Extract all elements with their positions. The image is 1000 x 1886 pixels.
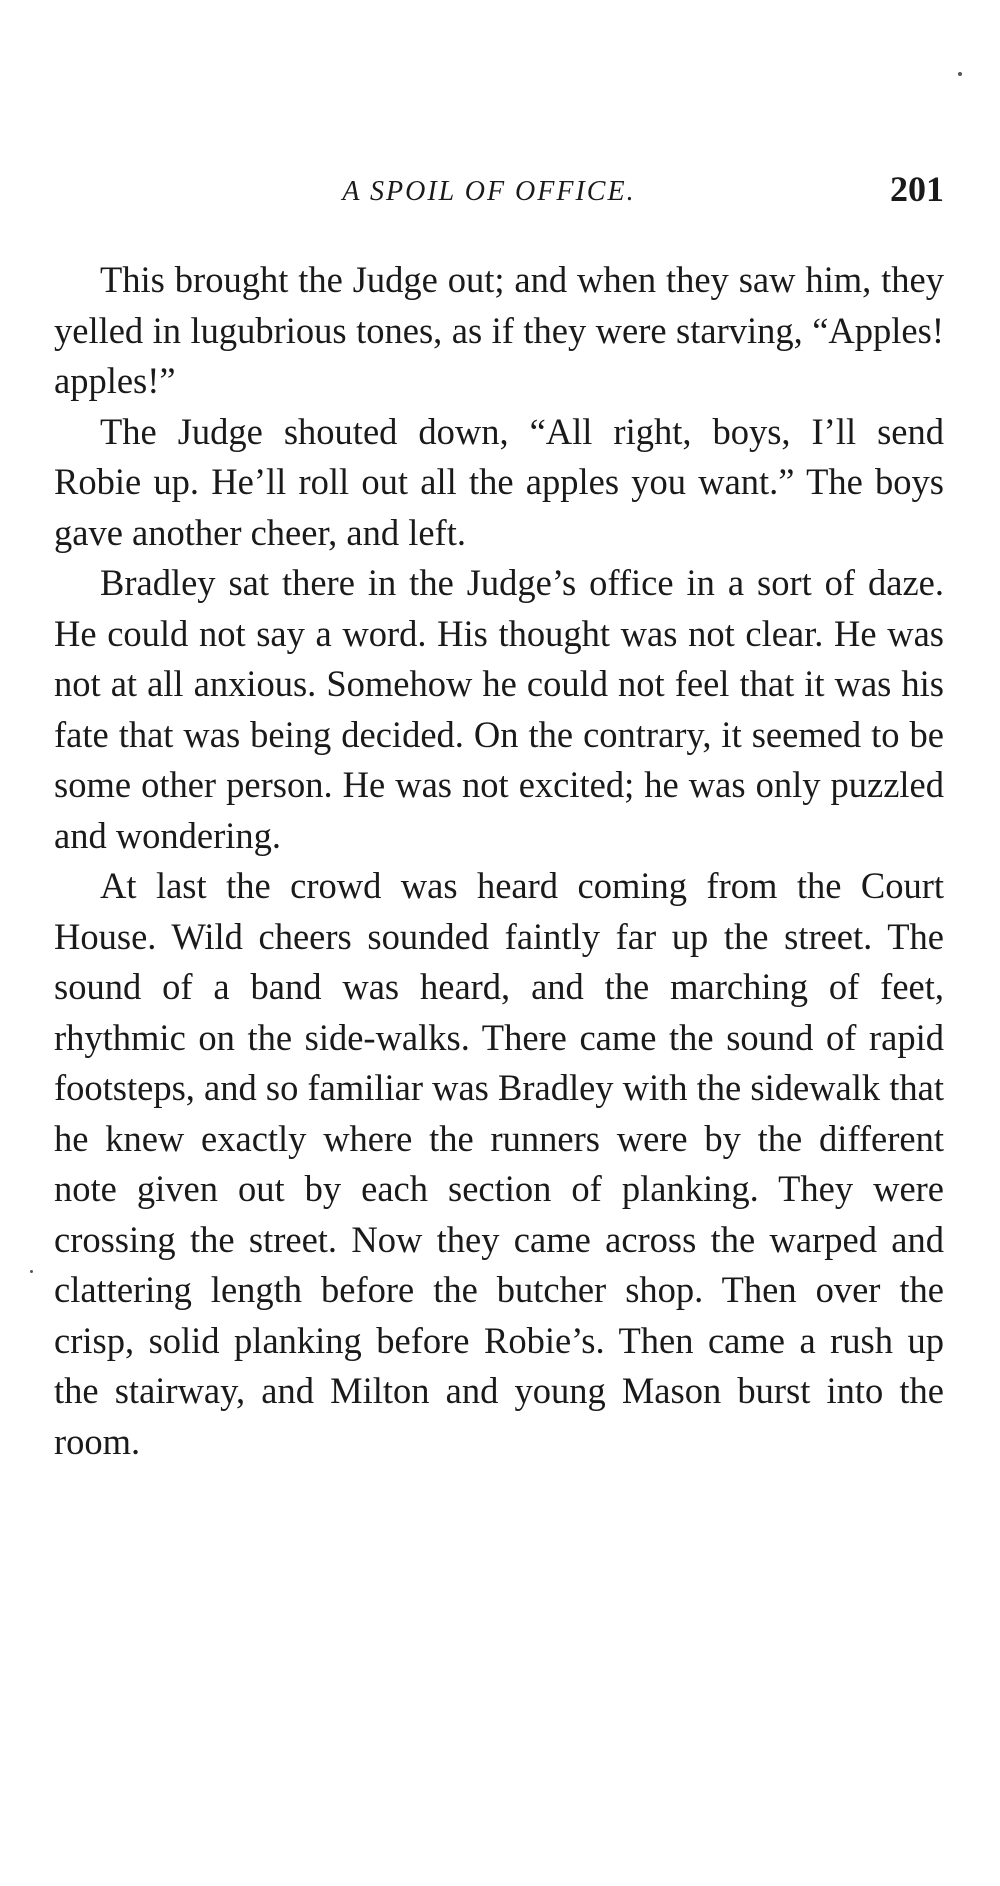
paragraph: The Judge shouted down, “All right, boys, I’ll send Robie up. He’ll roll out all the apples you want.” The boys gave another cheer, and left.: [54, 410, 944, 553]
print-speck: [30, 1270, 33, 1273]
paragraph: This brought the Judge out; and when they saw him, they yelled in lugubrious tones, as if they were starving, “Apples! apples!”: [54, 259, 944, 401]
page-number: 201: [890, 169, 944, 209]
running-title: A SPOIL OF OFFICE.: [342, 176, 636, 207]
print-speck: [958, 72, 962, 76]
paragraph: Bradley sat there in the Judge’s office in a sort of daze. He could not say a word. His thought was not clear. He was not at all anxious. Somehow he could not feel that it was his fate that was being decided. On the contrary, it seemed to be some other person. He was not excited; he was only puzzled and wondering.: [54, 562, 944, 856]
body-text: [54, 255, 944, 1467]
paragraph: At last the crowd was heard coming from the Court House. Wild cheers sounded faintly far up the street. The sound of a band was heard, and the marching of feet, rhythmic on the side-walks. There came the sound of rapid footsteps, and so familiar was Bradley with the sidewalk that he knew exactly where the runners were by the different note given out by each section of planking. They were crossing the street. Now they came across the warped and clattering length before the butcher shop. Then over the crisp, solid planking before Robie’s. Then came a rush up the stairway, and Milton and young Mason burst into the room.: [54, 865, 944, 1462]
running-head: [54, 168, 944, 216]
